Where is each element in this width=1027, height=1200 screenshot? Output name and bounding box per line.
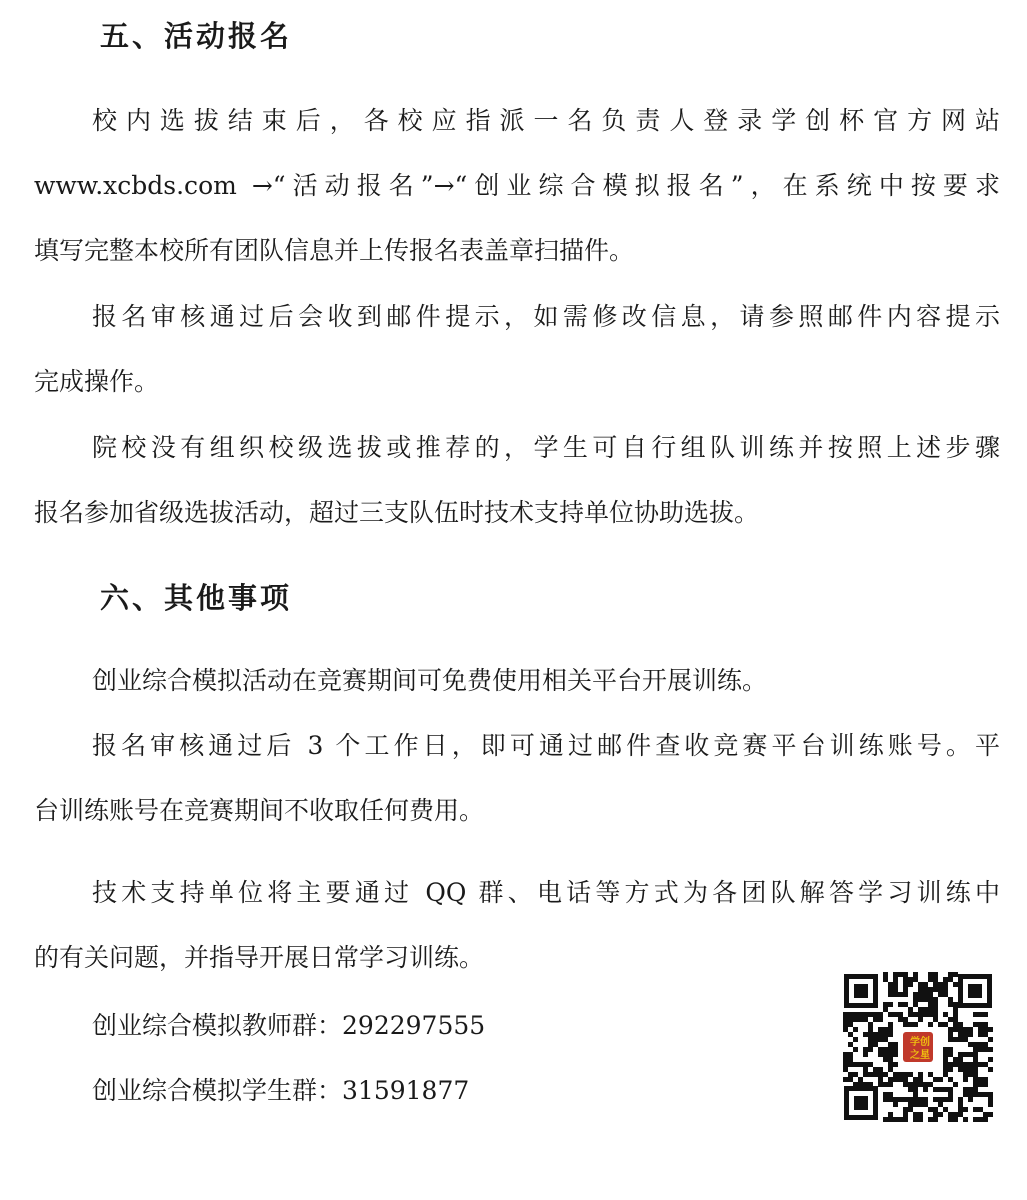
section-6-paragraph-3 (34, 860, 1000, 990)
section-6-heading: 六、其他事项 (100, 581, 293, 615)
student-group-number: 31591877 (342, 1076, 470, 1105)
qr-logo-char-1: 学 (910, 1037, 920, 1048)
section-5-heading: 五、活动报名 (100, 19, 293, 53)
paragraph-line: 技术支持单位将主要通过 QQ 群、电话等方式为各团队解答学习训练中 (92, 878, 1000, 907)
paragraph-line: 院校没有组织校级选拔或推荐的，学生可自行组队训练并按照上述步骤 (92, 433, 1000, 462)
qr-code-icon (842, 972, 994, 1122)
paragraph-line: 报名参加省级选拔活动，超过三支队伍时技术支持单位协助选拔。 (34, 498, 760, 527)
paragraph-line: 台训练账号在竞赛期间不收取任何费用。 (34, 796, 485, 825)
qr-logo-char-4: 星 (920, 1050, 930, 1061)
paragraph-line: 填写完整本校所有团队信息并上传报名表盖章扫描件。 (34, 236, 635, 265)
paragraph-line: 报名审核通过后 3 个工作日，即可通过邮件查收竞赛平台训练账号。平 (92, 731, 1000, 760)
section-5-paragraph-2 (34, 284, 1000, 414)
teacher-group-number: 292297555 (342, 1011, 486, 1040)
teacher-qq-group (92, 993, 485, 1058)
teacher-group-label: 创业综合模拟教师群： (92, 1011, 343, 1040)
paragraph-line: 完成操作。 (34, 367, 160, 396)
paragraph-line: 校内选拔结束后，各校应指派一名负责人登录学创杯官方网站 (92, 106, 1000, 135)
paragraph-line: 的有关问题，并指导开展日常学习训练。 (34, 943, 485, 972)
student-qq-group (92, 1058, 469, 1123)
qr-logo-char-3: 之 (910, 1050, 920, 1061)
qr-logo-char-2: 创 (920, 1037, 930, 1048)
section-5-paragraph-3 (34, 415, 1000, 545)
section-6-paragraph-1: 创业综合模拟活动在竞赛期间可免费使用相关平台开展训练。 (92, 666, 768, 695)
paragraph-line: www.xcbds.com →“活动报名”→“创业综合模拟报名”，在系统中按要求 (34, 171, 1000, 200)
student-group-label: 创业综合模拟学生群： (92, 1076, 343, 1105)
section-5-paragraph-1 (34, 88, 1000, 283)
section-6-paragraph-2 (34, 713, 1000, 843)
paragraph-line: 报名审核通过后会收到邮件提示，如需修改信息，请参照邮件内容提示 (92, 302, 1000, 331)
